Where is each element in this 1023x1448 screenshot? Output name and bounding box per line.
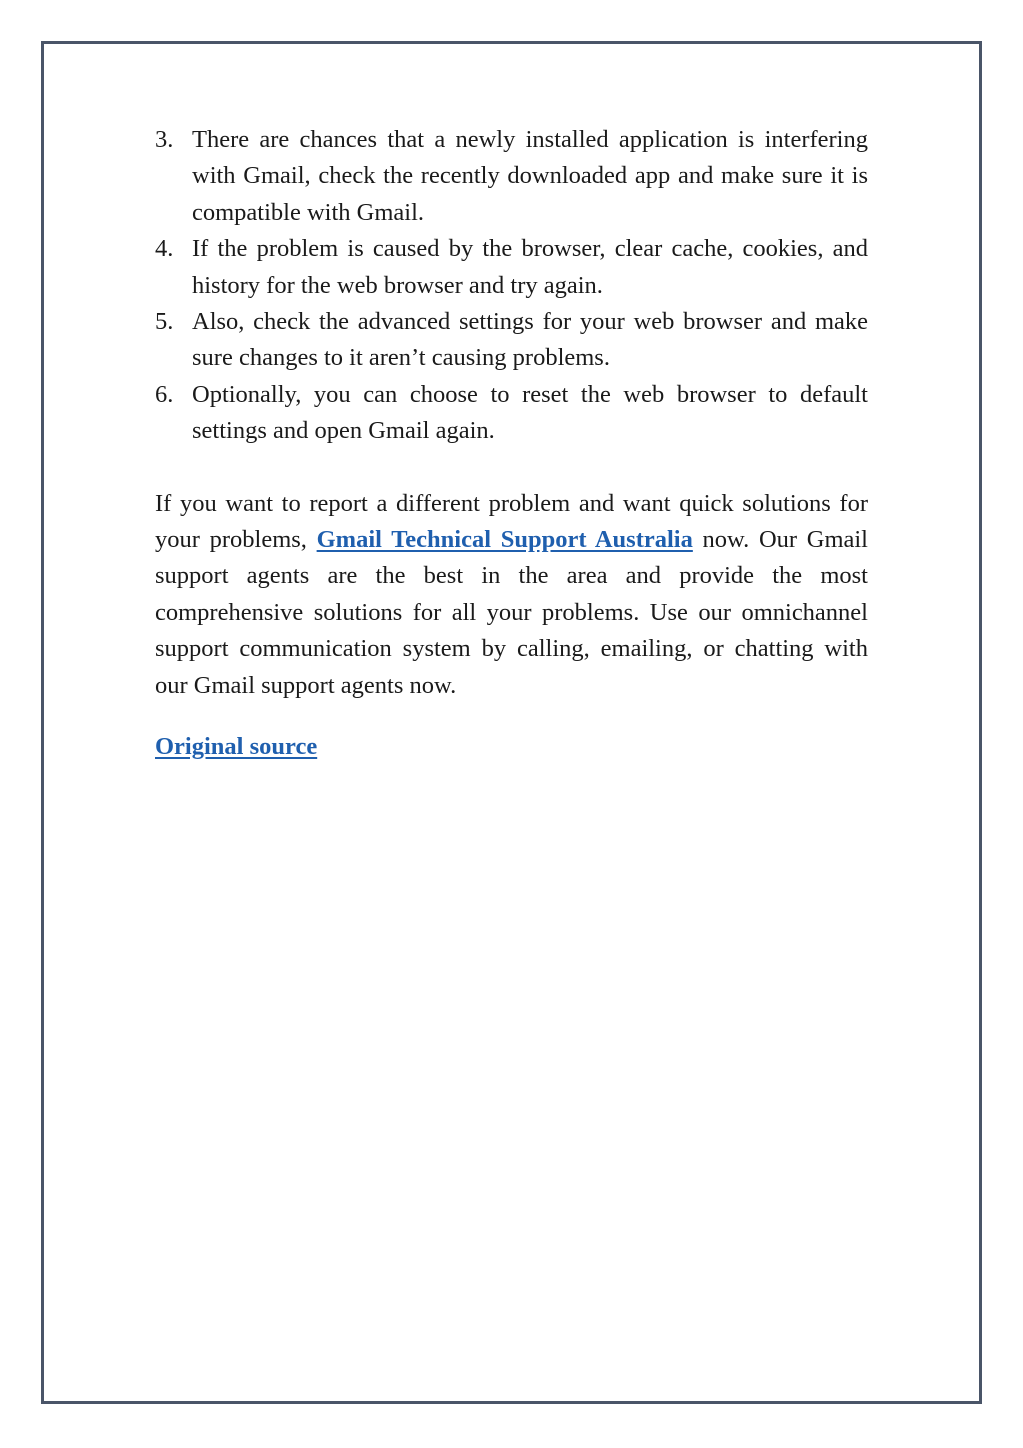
paragraph-text-after-link: now. Our Gmail support agents are the best in the area and provide the most comprehensive solutions for all your problems. Use our omnichannel support communication system by calling, emailing, or chatting with our Gmail support agents now. xyxy=(155,526,868,699)
paragraph-text-before-link: If you want to report a different problem and want quick solutions for your problems, xyxy=(155,489,868,554)
list-item-number: 5. xyxy=(155,308,174,336)
list-item-text: Also, check the advanced settings for your web browser and make sure changes to it aren’t causing problems. xyxy=(192,308,868,372)
list-item-text: If the problem is caused by the browser, clear cache, cookies, and history for the web browser and try again. xyxy=(192,235,868,299)
steps-list xyxy=(155,122,868,450)
list-item xyxy=(155,304,868,377)
original-source-link[interactable]: Original source xyxy=(155,732,318,760)
list-item xyxy=(155,377,868,450)
list-item-number: 3. xyxy=(155,126,174,153)
list-item-number: 4. xyxy=(155,235,174,263)
document-body xyxy=(155,122,868,765)
list-item xyxy=(155,231,868,304)
list-item xyxy=(155,122,868,231)
gmail-technical-support-link[interactable]: Gmail Technical Support Australia xyxy=(316,526,693,554)
list-item-text: Optionally, you can choose to reset the web browser to default settings and open Gmail again. xyxy=(192,380,868,445)
list-item-text: There are chances that a newly installed application is interfering with Gmail, check the recently downloaded app and make sure it is compatible with Gmail. xyxy=(192,126,868,226)
support-paragraph xyxy=(155,486,868,704)
list-item-number: 6. xyxy=(155,380,174,408)
source-line xyxy=(155,729,868,765)
